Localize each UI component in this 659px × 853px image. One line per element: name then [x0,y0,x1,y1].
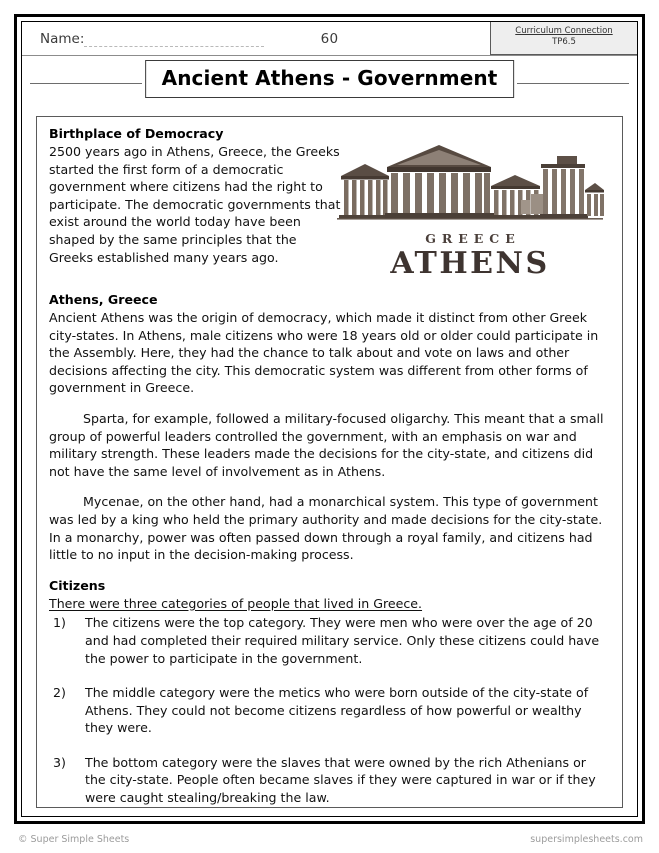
worksheet-inner-frame [21,21,638,817]
footer-copyright: © Super Simple Sheets [18,834,130,845]
header-row [22,22,637,56]
list-item-marker: 3) [53,754,66,770]
curriculum-connection-code: TP6.5 [552,37,576,47]
citizens-subheading: There were three categories of people that lived in Greece. [49,595,423,611]
title-zone [22,56,637,110]
title-rule-right [517,83,629,84]
spacer [49,564,610,578]
page-footer [0,832,659,853]
spacer [49,480,610,493]
acropolis-temples-icon [335,134,605,227]
list-item [49,754,610,807]
list-item-marker: 1) [53,615,66,631]
list-item-text: The middle category were the metics who were born outside of the city-state of Athens. They could not become citizens regardless of how powerful or wealthy they were. [85,685,589,736]
page-title: Ancient Athens - Government [161,66,498,90]
artwork-country-label: GREECE [425,231,521,246]
name-label: Name: [40,31,85,47]
title-rule-left [30,83,142,84]
athens-paragraph-1: Ancient Athens was the origin of democracy, which made it distinct from other Greek city-states. In Athens, male citizens who were 18 years old or older could participate in the Assembly. Here, they had the chance to talk about and vote on laws and other decisions affecting the city. This democratic system was different from other forms of government in Greece. [49,310,599,396]
intro-block [49,126,610,281]
artwork-city-label: ATHENS [390,246,550,281]
page-title-box [145,60,515,98]
intro-paragraph: 2500 years ago in Athens, Greece, the Greeks started the first form of a democratic government where citizens had the right to participate. The democratic governments that exist around the world today have been shaped by the same principles that the Greeks established many years ago. [49,144,341,265]
spacer [49,397,610,410]
list-item [49,614,610,667]
worksheet-content-box [36,116,623,808]
citizens-section [49,578,610,807]
athens-section-heading: Athens, Greece [49,292,158,307]
intro-text-column [49,126,342,266]
intro-heading: Birthplace of Democracy [49,126,224,141]
citizens-category-list [49,614,610,806]
athens-paragraph-2: Sparta, for example, followed a military-focused oligarchy. This meant that a small group of powerful leaders controlled the government, with an emphasis on war and military strength. These leaders made the decisions for the city-state, and citizens did not have the same level of involvement as in Athens. [49,410,604,479]
worksheet-outer-frame [14,14,645,824]
list-item-text: The bottom category were the slaves that were owned by the rich Athenians or the city-state. People often became slaves if they were captured in war or if they were caught stealing/breaking the law. [85,754,596,806]
list-item-text: The citizens were the top category. They were men who were over the age of 20 and had completed their required military service. Only these citizens could have the power to participate in the government. [85,615,600,666]
athens-paragraph-3: Mycenae, on the other hand, had a monarchical system. This type of government was led by a king who held the primary authority and made decisions for the city-state. In a monarchy, power was often passed down through a royal family, and citizens had little to no input in the decision-making process. [49,494,603,563]
curriculum-connection-badge [490,22,637,55]
footer-website: supersimplesheets.com [530,834,643,845]
citizens-section-heading: Citizens [49,577,106,593]
list-item-marker: 2) [53,685,66,701]
greece-athens-artwork [326,134,614,280]
athens-greece-section [49,292,610,564]
page-number: 60 [320,31,339,47]
list-item [49,684,610,737]
curriculum-connection-title: Curriculum Connection [515,26,613,36]
